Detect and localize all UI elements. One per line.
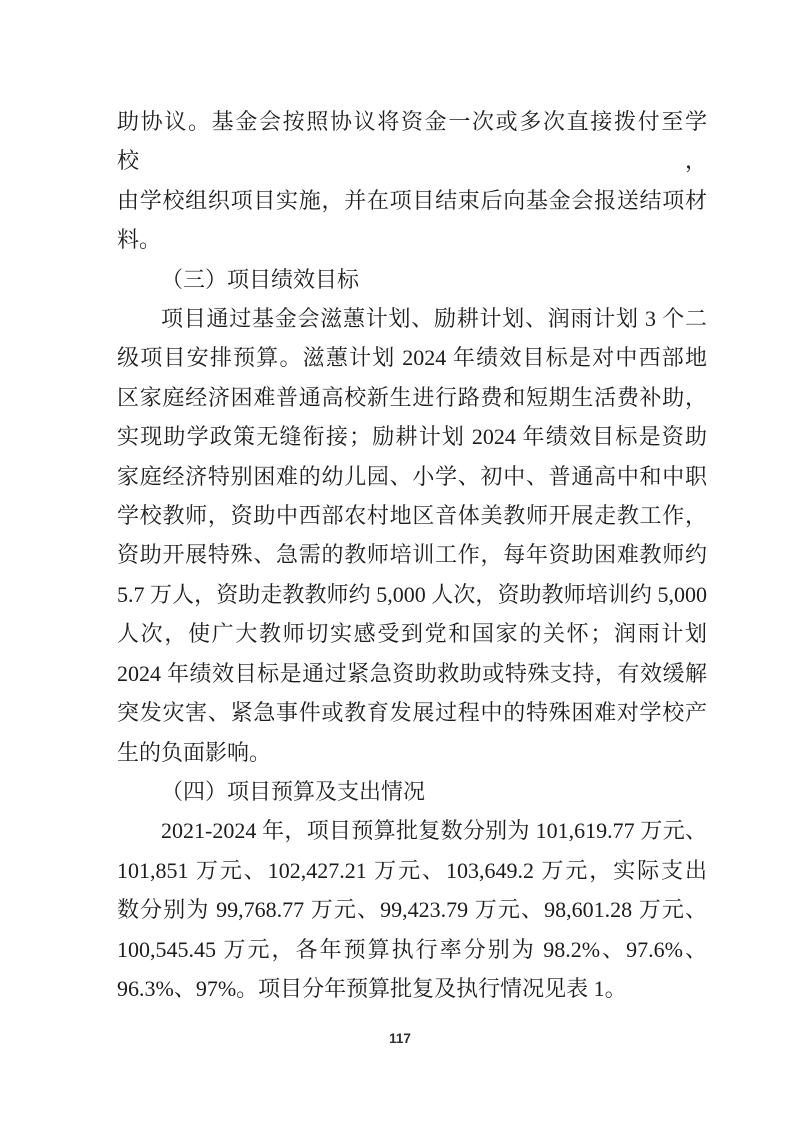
text-line: 101,851 万元、102,427.21 万元、103,649.2 万元，实际支出 <box>117 857 707 883</box>
text-line: 数分别为 99,768.77 万元、99,423.79 万元、98,601.28 万元、 <box>117 897 707 923</box>
text-line: 学校教师，资助中西部农村地区音体美教师开展走教工作， <box>117 503 707 529</box>
text-line: 2021-2024 年，项目预算批复数分别为 101,619.77 万元、 <box>161 818 707 844</box>
text-line: 生的负面影响。 <box>117 739 272 765</box>
page-number: 117 <box>389 1031 411 1046</box>
text-line: 料。 <box>117 227 162 253</box>
text-line: 由学校组织项目实施，并在项目结束后向基金会报送结项材 <box>117 187 707 213</box>
paragraph-budget-expenditure <box>117 811 707 1008</box>
text-line: 2024 年绩效目标是通过紧急资助救助或特殊支持，有效缓解 <box>117 660 707 686</box>
heading-section-4-budget-expenditure <box>117 772 707 811</box>
text-line: 资助开展特殊、急需的教师培训工作，每年资助困难教师约 <box>117 542 707 568</box>
text-line: 项目通过基金会滋蕙计划、励耕计划、润雨计划 3 个二 <box>161 306 707 332</box>
text-line: 级项目安排预算。滋蕙计划 2024 年绩效目标是对中西部地 <box>117 345 707 371</box>
page-footer <box>0 1030 800 1048</box>
paragraph-performance-goals <box>117 299 707 772</box>
text-line: 5.7 万人，资助走教教师约 5,000 人次，资助教师培训约 5,000 <box>117 581 707 607</box>
text-line: 实现助学政策无缝衔接；励耕计划 2024 年绩效目标是资助 <box>117 424 707 450</box>
text-block <box>117 102 707 1008</box>
text-line: 100,545.45 万元，各年预算执行率分别为 98.2%、97.6%、 <box>117 936 707 962</box>
paragraph-funding-agreement <box>117 102 707 260</box>
text-line: 人次，使广大教师切实感受到党和国家的关怀；润雨计划 <box>117 621 707 647</box>
text-line: 区家庭经济困难普通高校新生进行路费和短期生活费补助， <box>117 384 707 410</box>
heading-section-3-performance-goals <box>117 260 707 299</box>
text-line: 突发灾害、紧急事件或教育发展过程中的特殊困难对学校产 <box>117 700 707 726</box>
text-line: 助协议。基金会按照协议将资金一次或多次直接拨付至学校， <box>117 109 707 174</box>
heading-line: （四）项目预算及支出情况 <box>161 778 426 804</box>
text-line: 家庭经济特别困难的幼儿园、小学、初中、普通高中和中职 <box>117 463 707 489</box>
text-line: 96.3%、97%。项目分年预算批复及执行情况见表 1。 <box>117 975 627 1001</box>
heading-line: （三）项目绩效目标 <box>161 266 360 292</box>
